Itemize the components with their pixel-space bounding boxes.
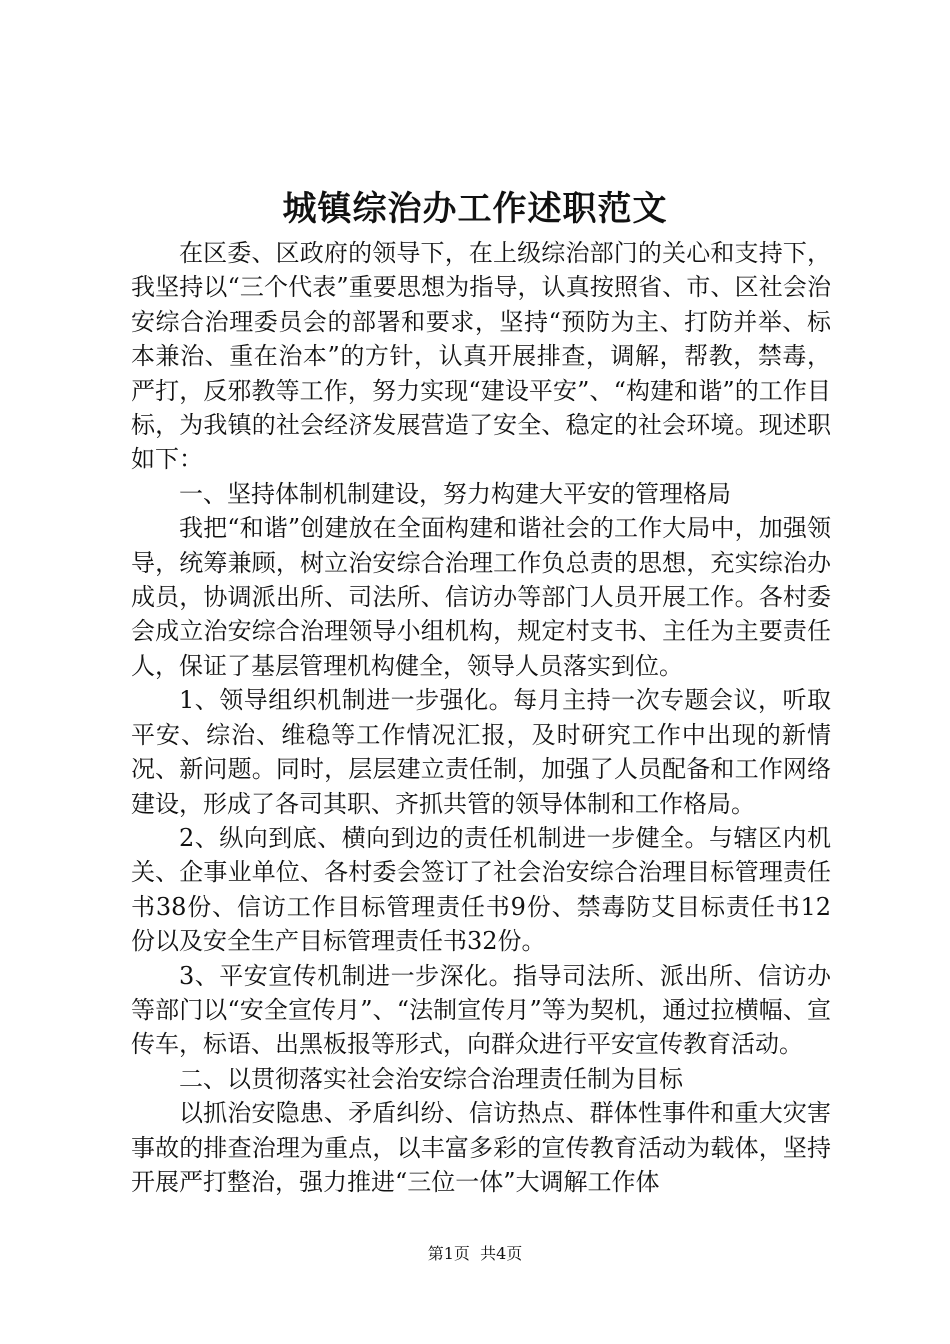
document-body: [131, 236, 831, 1199]
footer-spacer: [470, 1244, 480, 1263]
page-total: 共4页: [480, 1244, 523, 1263]
paragraph-item-3: 3、平安宣传机制进一步深化。指导司法所、派出所、信访办等部门以“安全宣传月”、“法制宣传月”等为契机，通过拉横幅、宣传车，标语、出黑板报等形式，向群众进行平安宣传教育活动。: [131, 961, 831, 1059]
page-number: 第1页: [427, 1244, 470, 1263]
section-heading-2: 二、以贯彻落实社会治安综合治理责任制为目标: [179, 1064, 683, 1093]
paragraph-intro: 在区委、区政府的领导下，在上级综治部门的关心和支持下，我坚持以“三个代表”重要思想为指导，认真按照省、市、区社会治安综合治理委员会的部署和要求，坚持“预防为主、打防并举、标本兼治、重在治本”的方针，认真开展排查，调解，帮教，禁毒，严打，反邪教等工作，努力实现“建设平安”、“构建和谐”的工作目标，为我镇的社会经济发展营造了安全、稳定的社会环境。现述职如下：: [131, 239, 831, 474]
document-title: 城镇综治办工作述职范文: [282, 189, 668, 229]
paragraph: 以抓治安隐患、矛盾纠纷、信访热点、群体性事件和重大灾害事故的排查治理为重点，以丰富多彩的宣传教育活动为载体，坚持开展严打整治，强力推进“三位一体”大调解工作体: [131, 1099, 831, 1196]
page-footer: [0, 1244, 950, 1264]
paragraph-item-1: 1、领导组织机制进一步强化。每月主持一次专题会议，听取平安、综治、维稳等工作情况汇报，及时研究工作中出现的新情况、新问题。同时，层层建立责任制，加强了人员配备和工作网络建设，形成了各司其职、齐抓共管的领导体制和工作格局。: [131, 686, 831, 818]
paragraph-item-2: 2、纵向到底、横向到边的责任机制进一步健全。与辖区内机关、企事业单位、各村委会签订了社会治安综合治理目标管理责任书38份、信访工作目标管理责任书9份、禁毒防艾目标责任书12份以及安全生产目标管理责任书32份。: [131, 823, 831, 956]
paragraph: 我把“和谐”创建放在全面构建和谐社会的工作大局中，加强领导，统筹兼顾，树立治安综合治理工作负总责的思想，充实综治办成员，协调派出所、司法所、信访办等部门人员开展工作。各村委会成立治安综合治理领导小组机构，规定村支书、主任为主要责任人，保证了基层管理机构健全，领导人员落实到位。: [131, 514, 831, 680]
section-heading-1: 一、坚持体制机制建设，努力构建大平安的管理格局: [179, 479, 731, 508]
